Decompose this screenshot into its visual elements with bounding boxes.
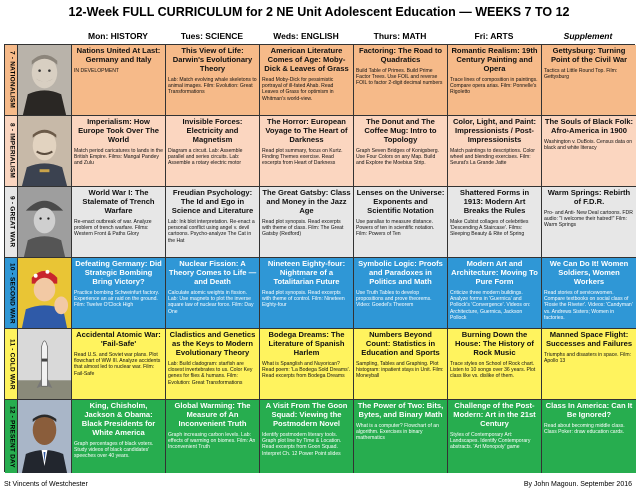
week-row-12: [5, 400, 636, 473]
cell-supplement: The Souls of Black Folk: Afro-America in 1900 Washington v. DuBois. Census data on black and white literacy: [544, 117, 634, 152]
cell-thurs: Lenses on the Universe: Exponents and Scientific Notation Use parallax to measure distance. Powers of ten in scientific notation. Film: Powers of Ten: [354, 187, 448, 257]
cell-fri: Burning Down the House: The History of Rock Music Trace styles on School of Rock chart. Listen to 10 songs over 36 years. Plot class like vs. dislike of them.: [448, 329, 542, 399]
week-label: 8 - IMPERIALISM: [5, 116, 18, 186]
week-row-7: [5, 45, 636, 116]
missile-photo: [18, 329, 72, 399]
cell-tues: Nuclear Fission: A Theory Comes to Life — and Death Calculate atomic weights in fission. Lab: Use magnets to plot the inverse square law of nuclear force. Film: Day One: [166, 258, 260, 328]
day-header-supplement: Supplement: [563, 31, 613, 41]
footer-right: By John Magoun. September 2016: [523, 481, 632, 488]
curriculum-grid: [4, 44, 635, 472]
bismarck-portrait: [18, 45, 72, 115]
rosie-riveter-portrait: [18, 258, 72, 328]
day-header-tues: Tues: SCIENCE: [180, 31, 244, 41]
cell-tues: Cladistics and Genetics as the Keys to Modern Evolutionary Theory Lab: Build cladogram: starfish are closest invertebrates to us. Color Key genes for flies & humans. Film: Evolution: Great Transformations: [166, 329, 260, 399]
cell-thurs: Symbolic Logic: Proofs and Paradoxes in Politics and Math Use Truth Tables to develop propositions and prove theorems. Video: Goedel's Theorem: [354, 258, 448, 328]
cell-thurs: The Power of Two: Bits, Bytes, and Binary Math What is a computer? Flowchart of an algorithm. Exercises in binary mathematics: [354, 400, 448, 473]
day-header-fri: Fri: ARTS: [474, 31, 514, 41]
cell-supplement: Gettysburg: Turning Point of the Civil War Tactics at Little Round Top. Film: Gettysburg: [544, 46, 628, 81]
cell-fri: Challenge of the Post-Modern: Art in the 21st Century Styles of Contemporary Art: Landscapes. Identify Contemporary abstracts. 'Art Monopoly' game: [448, 400, 542, 473]
cell-weds: A Visit From The Goon Squad: Viewing the Postmodern Novel Identify postmodern literary tools. Graph plot line by Time & Location. Read excerpts from Goon Squad. Interpret Ch. 12 Power Point slides: [260, 400, 354, 473]
week-label: 11 - COLD WAR: [5, 329, 18, 399]
day-header-mon: Mon: HISTORY: [88, 31, 148, 41]
week-label: 7 - NATIONALISM: [5, 45, 18, 115]
cell-supplement: We Can Do It! Women Soldiers, Women Workers Read stories of servicewomen. Compare textbooks on social class of 'Rosie the Riveter'. Videos: 'Candyman' vs. Andrews Sisters; Women in factories.: [544, 259, 633, 321]
cell-tues: Invisible Forces: Electricity and Magnetism Diagram a circuit. Lab: Assemble parallel and series circuits. Lab: Assemble a rotary electric motor: [166, 116, 260, 186]
ww1-soldier-portrait: [18, 187, 72, 257]
cell-thurs: Factoring: The Road to Quadratics Build Table of Primes. Build Prime Factor Trees. Use FOIL and reverse FOIL to factor 2-digit decimal numbers: [354, 45, 448, 115]
cell-fri: Shattered Forms in 1913: Modern Art Breaks the Rules Make Cubist collages of celebrities 'Descending A Staircase'. Films: Sleeping Beauty & Rite of Spring: [448, 187, 542, 257]
cell-mon: Nations United At Last: Germany and Italy IN DEVELOPMENT: [72, 45, 166, 115]
week-label: 12 - PRESENT DAY: [5, 400, 18, 473]
week-row-11: [5, 329, 636, 400]
cell-thurs: The Donut and The Coffee Mug: Intro to Topology Graph Seven Bridges of Konigsberg. Use Four Colors on any Map. Build and Explore the Moebius Strip.: [354, 116, 448, 186]
cell-weds: The Horror: European Voyage to The Heart of Darkness Read plot summary, focus on Kurtz. Finding Themes exercise. Read excerpts from Heart of Darkness: [260, 116, 354, 186]
cell-mon: World War I: The Stalemate of Trench Warfare Re-enact outbreak of war. Analyze problem of trench warfare. Films: Western Front & Paths Glory: [72, 187, 166, 257]
cell-thurs: Numbers Beyond Count: Statistics in Education and Sports Sampling, Tables and Graphing. Plot histogram: inpatient stays in Unit. Film: Moneyball: [354, 329, 448, 399]
page-title: 12-Week FULL CURRICULUM for 2 NE Unit Adolescent Education — WEEKS 7 TO 12: [68, 5, 570, 19]
week-label: 9 - GREAT WAR: [5, 187, 18, 257]
week-row-9: [5, 187, 636, 258]
cell-tues: This View of Life: Darwin's Evolutionary Theory Lab: Match evolving whale skeletons to animal images. Film: Evolution: Great Transformations: [166, 45, 260, 115]
day-header-weds: Weds: ENGLISH: [273, 31, 339, 41]
week-row-10: [5, 258, 636, 329]
cell-weds: Nineteen Eighty-four: Nightmare of a Totalitarian Future Read plot synopsis. Read excerpts with theme of control. Film: Nineteen Eighty-four: [260, 258, 354, 328]
cell-weds: American Literature Comes of Age: Moby-Dick & Leaves of Grass Read Moby-Dick for pessimistic portrayal of ill-fated Ahab. Read Leaves of Grass for optimism in Whitman's world-view.: [260, 45, 354, 115]
cell-mon: Imperialism: How Europe Took Over The World Match period caricatures to lands in the British Empire. Films: Mangal Pandey and Zulu: [72, 116, 166, 186]
imperial-officer-portrait: [18, 116, 72, 186]
obama-portrait: [18, 400, 72, 473]
week-label: 10 - SECOND WAR: [5, 258, 18, 328]
cell-fri: Color, Light, and Paint: Impressionists / Post-Impressionists Match paintings to descriptions. Color wheel and blending exercises. Film: Seurat's La Grande Jatte: [448, 116, 542, 186]
footer-left: St Vincents of Westchester: [4, 481, 88, 488]
cell-weds: The Great Gatsby: Class and Money in the Jazz Age Read plot synopsis. Read excerpts with theme of class. Film: The Great Gatsby (Redford): [260, 187, 354, 257]
cell-tues: Global Warming: The Measure of An Inconvenient Truth Graph increasing carbon levels. Lab: effects of warming on biomes. Film: An Inconvenient Truth: [166, 400, 260, 473]
day-header-thurs: Thurs: MATH: [373, 31, 427, 41]
cell-supplement: Warm Springs: Rebirth of F.D.R. Pro- and Anti- New Deal cartoons. FDR audio: "I welcome their hatred!" Film: Warm Springs: [544, 188, 633, 229]
cell-supplement: Manned Space Flight: Successes and Failures Triumphs and disasters in space. Film: Apollo 13: [544, 330, 633, 365]
cell-tues: Freudian Psychology: The Id and Ego in Science and Literature Lab: Ink blot interpretation. Re-enact a personal conflict using angel v. devil cartoons. Psycho-analyze The Cat in the Hat: [166, 187, 260, 257]
cell-mon: Defeating Germany: Did Strategic Bombing Bring Victory? Practice bombing Schweinfurt factory. Experience an air raid on the ground. Film: Twelve O'Clock High: [72, 258, 166, 328]
cell-fri: Romantic Realism: 19th Century Painting and Opera Trace lines of composition in paintings. Compare opera arias. Film: Ponnelle's Rigoletto: [448, 45, 542, 115]
cell-fri: Modern Art and Architecture: Moving To Pure Form Criticize three modern buildings. Analyze forms in 'Guernica' and Pollock's 'Convergence'. Videos on: Architecture, Guernica, Jackson Pollock: [448, 258, 542, 328]
cell-supplement: Class In America: Can It Be Ignored? Read about becoming middle class. Class Poker: draw education cards.: [544, 401, 633, 436]
cell-mon: King, Chisholm, Jackson & Obama: Black Presidents for White America Graph percentages of black voters. Study videos of black candidates' speeches over 40 years.: [72, 400, 166, 473]
cell-mon: Accidental Atomic War: 'Fail-Safe' Read U.S. and Soviet war plans. Plot flowchart of WW III. Analyze accidents that almost led to nuclear war. Film: Fail-Safe: [72, 329, 166, 399]
week-row-8: [5, 116, 636, 187]
cell-weds: Bodega Dreams: The Literature of Spanish Harlem What is Spanglish and Nuyorican? Read poem: 'La Bodega Sold Dreams'. Read excerpts from Bodega Dreams: [260, 329, 354, 399]
